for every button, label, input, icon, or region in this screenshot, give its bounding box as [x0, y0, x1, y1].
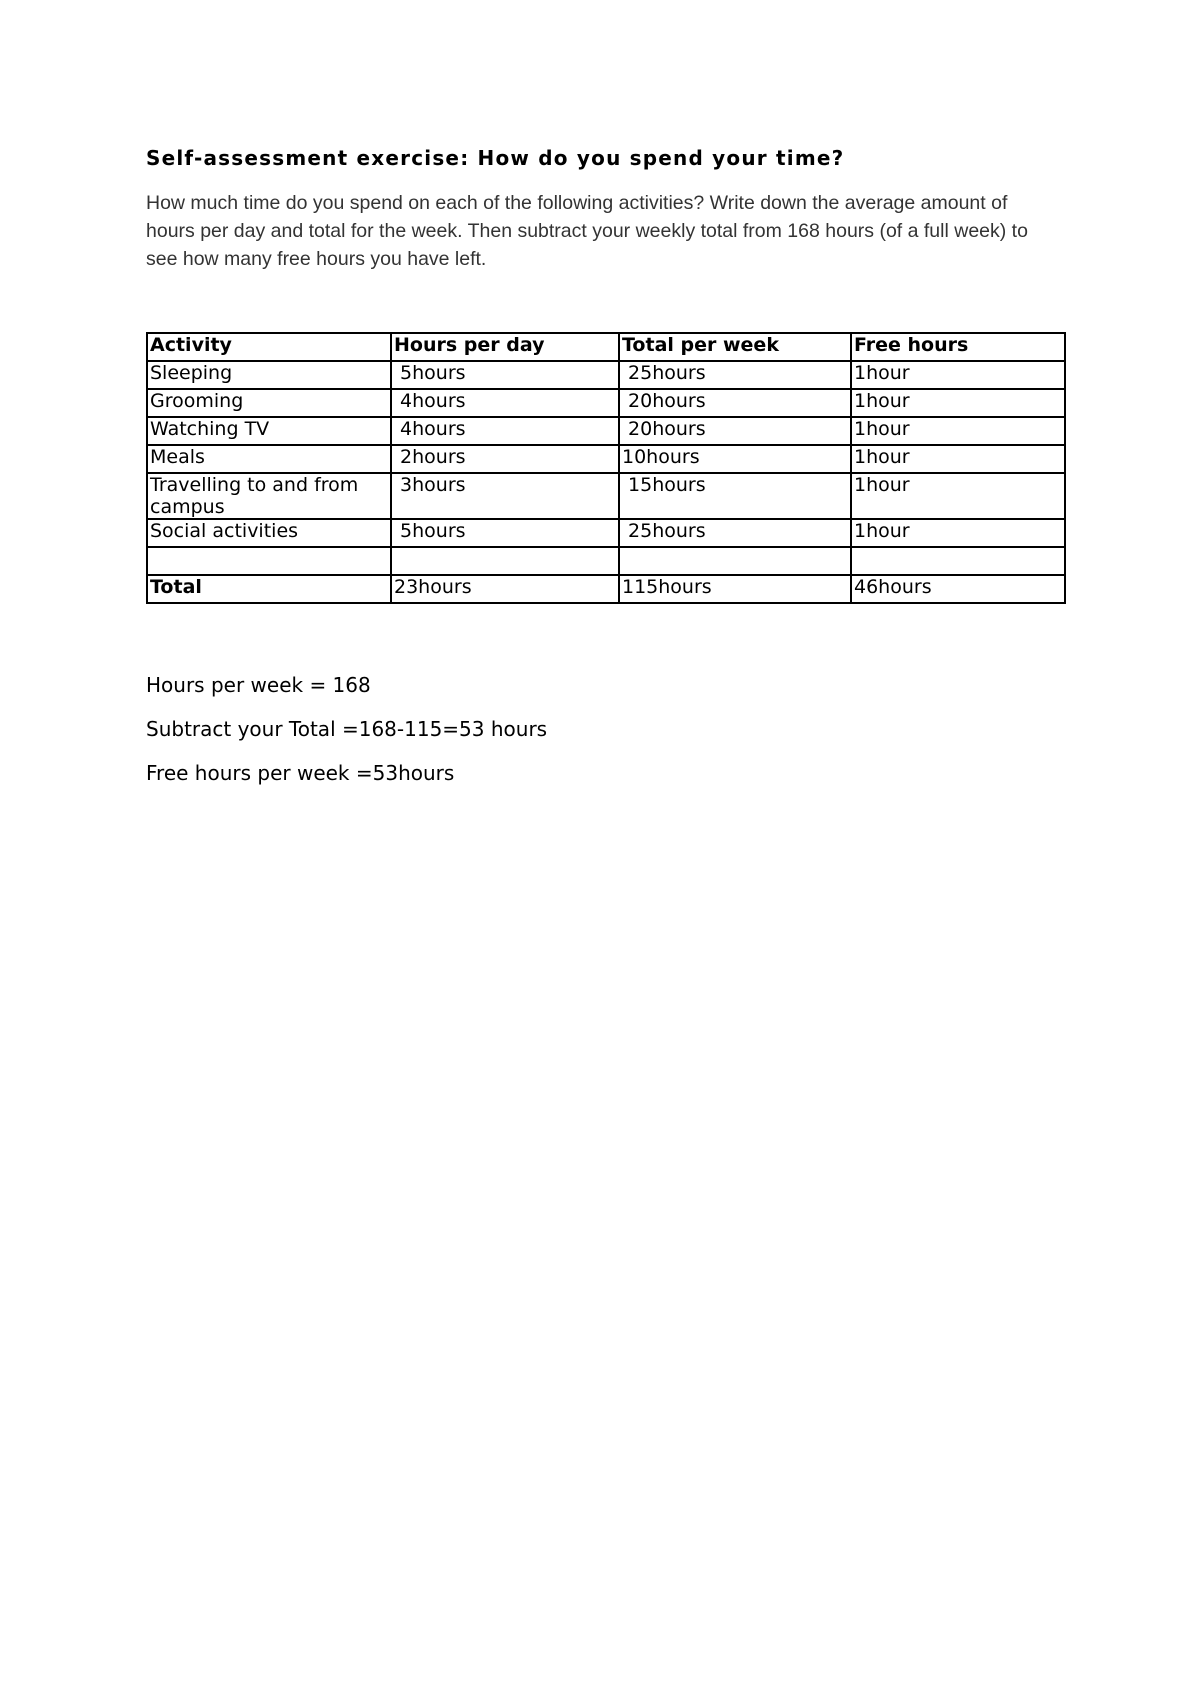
free-hours-cell: 1hour [851, 519, 1065, 547]
total-free-hours-cell: 46hours [851, 575, 1065, 603]
total-per-week-cell: 20hours [619, 417, 851, 445]
activity-cell: Meals [147, 445, 391, 473]
table-total-row [147, 575, 1065, 603]
free-hours-line: Free hours per week =53hours [146, 761, 455, 785]
total-per-week-cell: 25hours [619, 519, 851, 547]
total-per-week-cell: 25hours [619, 361, 851, 389]
table-row [147, 417, 1065, 445]
table-row [147, 445, 1065, 473]
hours-per-week-line: Hours per week = 168 [146, 673, 371, 697]
total-label-cell: Total [147, 575, 391, 603]
hours-per-day-cell: 5hours [391, 361, 619, 389]
activity-cell: Sleeping [147, 361, 391, 389]
total-per-week-cell: 15hours [619, 473, 851, 519]
total-per-week-cell: 10hours [619, 445, 851, 473]
hours-per-day-cell [391, 547, 619, 575]
column-header-total-per-week: Total per week [619, 333, 851, 361]
column-header-activity: Activity [147, 333, 391, 361]
total-hours-per-day-cell: 23hours [391, 575, 619, 603]
activity-cell: Travelling to and from campus [147, 473, 391, 519]
free-hours-cell: 1hour [851, 473, 1065, 519]
table-row [147, 389, 1065, 417]
table-row [147, 361, 1065, 389]
page-title: Self-assessment exercise: How do you spend your time? [146, 146, 845, 170]
table-row [147, 519, 1065, 547]
table-row [147, 473, 1065, 519]
free-hours-cell: 1hour [851, 417, 1065, 445]
table-row-empty [147, 547, 1065, 575]
activity-cell: Grooming [147, 389, 391, 417]
hours-per-day-cell: 4hours [391, 389, 619, 417]
total-per-week-cell: 20hours [619, 389, 851, 417]
hours-per-day-cell: 5hours [391, 519, 619, 547]
activity-cell: Social activities [147, 519, 391, 547]
free-hours-cell: 1hour [851, 361, 1065, 389]
free-hours-cell: 1hour [851, 445, 1065, 473]
hours-per-day-cell: 4hours [391, 417, 619, 445]
hours-per-day-cell: 3hours [391, 473, 619, 519]
free-hours-cell: 1hour [851, 389, 1065, 417]
total-per-week-cell [619, 547, 851, 575]
activity-cell: Watching TV [147, 417, 391, 445]
total-per-week-cell: 115hours [619, 575, 851, 603]
activity-cell [147, 547, 391, 575]
column-header-free-hours: Free hours [851, 333, 1065, 361]
activity-table [146, 332, 1066, 604]
intro-paragraph: How much time do you spend on each of the following activities? Write down the average amount of hours per day and total for the week. Then subtract your weekly total from 168 hours (of a full week) to see how many free hours you have left. [146, 192, 1028, 270]
column-header-hours-per-day: Hours per day [391, 333, 619, 361]
subtract-total-line: Subtract your Total =168-115=53 hours [146, 717, 548, 741]
hours-per-day-cell: 2hours [391, 445, 619, 473]
table-header-row [147, 333, 1065, 361]
free-hours-cell [851, 547, 1065, 575]
